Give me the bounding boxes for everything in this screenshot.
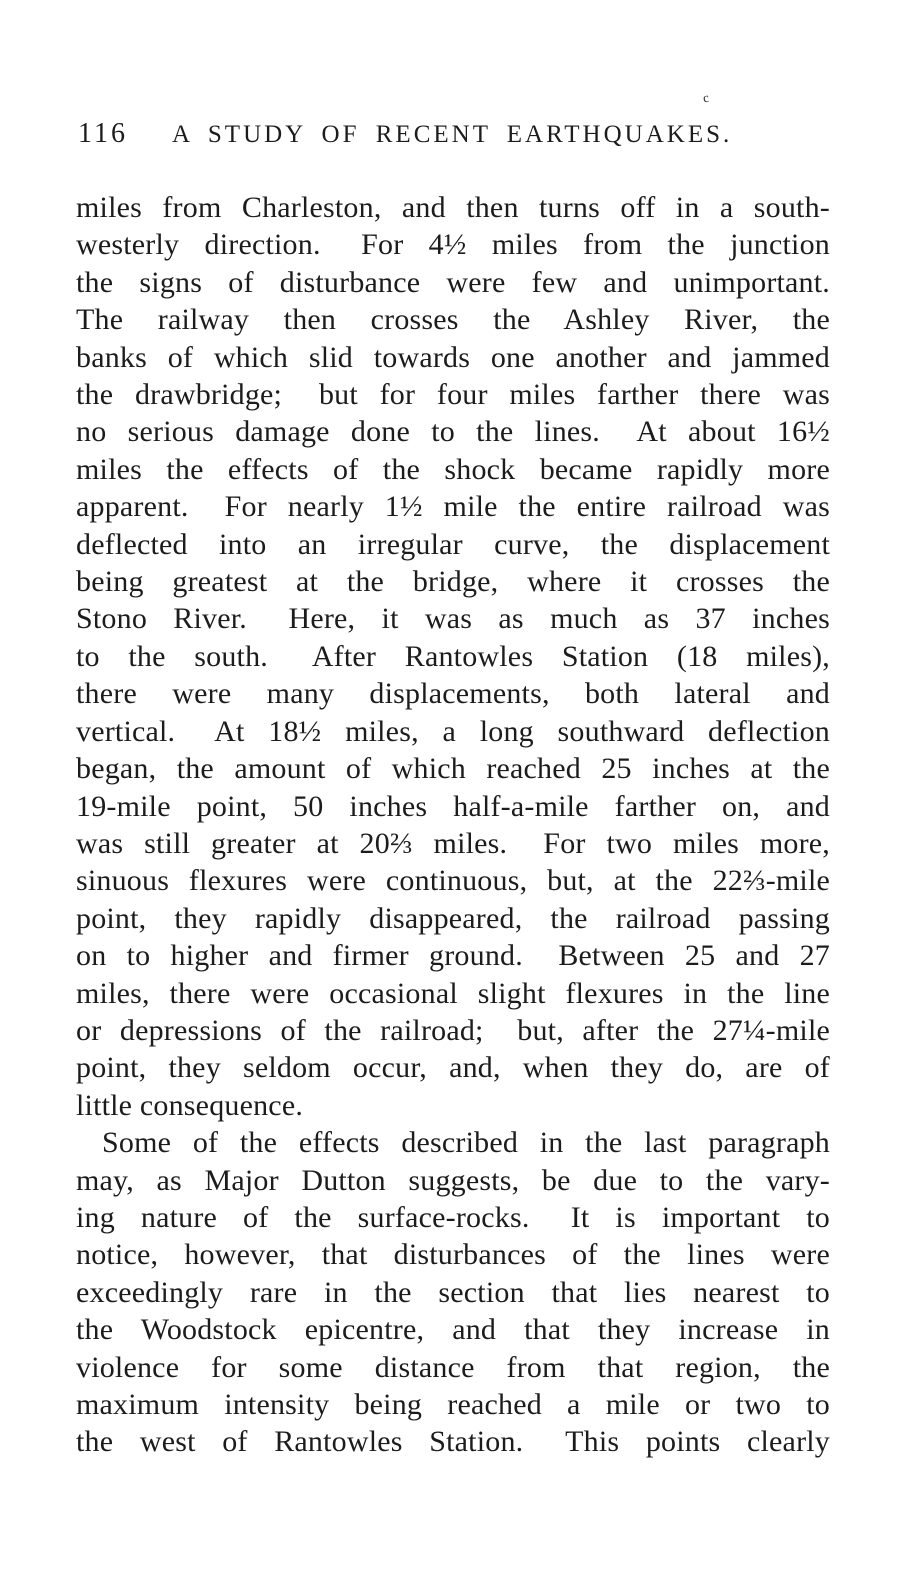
text-line: on to higher and firmer ground. Between 25 and 27 [76,939,830,973]
text-line: 19-mile point, 50 inches half-a-mile farther on, and [76,789,830,823]
text-line: miles, there were occasional slight flexures in the line [76,976,830,1010]
text-line: no serious damage done to the lines. At about 16½ [76,415,830,449]
running-title: A STUDY OF RECENT EARTHQUAKES. [171,121,733,148]
paragraph-1 [76,189,830,1124]
text-line: there were many displacements, both lateral and [76,677,830,711]
text-line: point, they rapidly disappeared, the railroad passing [76,901,830,935]
page-header [78,118,830,150]
paragraph-2 [76,1124,830,1461]
text-line: exceedingly rare in the section that lies nearest to [76,1275,830,1309]
text-line: the west of Rantowles Station. This points clearly [76,1425,830,1459]
page-number: 116 [78,118,128,149]
page-body [76,189,830,1461]
text-line: apparent. For nearly 1½ mile the entire railroad was [76,490,830,524]
text-line: may, as Major Dutton suggests, be due to the vary- [76,1163,830,1197]
text-line: began, the amount of which reached 25 inches at the [76,752,830,786]
text-line: sinuous flexures were continuous, but, at the 22⅔-mile [76,864,830,898]
text-line: the signs of disturbance were few and unimportant. [76,265,830,299]
text-line: the drawbridge; but for four miles farther there was [76,378,830,412]
text-line: ing nature of the surface-rocks. It is important to [76,1200,830,1234]
text-line: vertical. At 18½ miles, a long southward deflection [76,714,830,748]
text-line: maximum intensity being reached a mile or two to [76,1388,830,1421]
text-line: little consequence. [76,1088,304,1122]
text-line: notice, however, that disturbances of the lines were [76,1238,830,1272]
text-line: or depressions of the railroad; but, after the 27¼-mile [76,1013,830,1047]
text-line: westerly direction. For 4½ miles from the junction [76,228,830,262]
text-line: deflected into an irregular curve, the displacement [76,527,830,561]
text-line: point, they seldom occur, and, when they do, are of [76,1051,830,1085]
text-line: Stono River. Here, it was as much as 37 inches [76,602,830,636]
text-line: Some of the effects described in the last paragraph [102,1126,830,1160]
text-line: The railway then crosses the Ashley River, the [76,303,830,337]
text-line: to the south. After Rantowles Station (18 miles), [76,639,830,673]
text-line: miles the effects of the shock became rapidly more [76,452,830,486]
text-line: the Woodstock epicentre, and that they increase in [76,1313,830,1347]
text-line: was still greater at 20⅔ miles. For two miles more, [76,826,830,860]
text-line: violence for some distance from that region, the [76,1350,830,1384]
text-line: being greatest at the bridge, where it crosses the [76,565,830,599]
text-line: miles from Charleston, and then turns off in a south- [76,191,830,224]
scan-artifact-mark: c [701,89,710,106]
text-line: banks of which slid towards one another and jammed [76,340,830,374]
